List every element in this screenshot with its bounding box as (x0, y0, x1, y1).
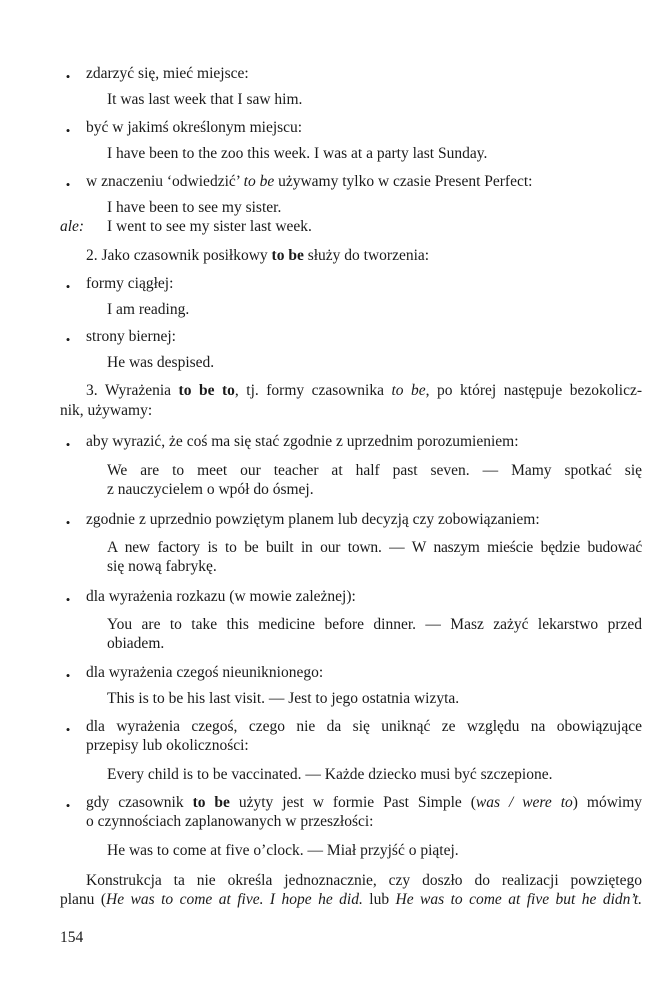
example-sentence: z nauczycielem o wpół do ósmej. (107, 481, 314, 498)
example-sentence: You are to take this medicine before dinner. — Masz zażyć lekarstwo przed (107, 616, 642, 633)
bullet-marker: • (65, 69, 71, 84)
bullet-marker: • (65, 668, 71, 683)
example-sentence: I am reading. (107, 301, 190, 318)
example-sentence: I have been to see my sister. (107, 199, 282, 216)
bullet-text: w znaczeniu ‘odwiedzić’ to be używamy tylko w czasie Present Perfect: (86, 173, 533, 190)
example-sentence: He was to come at five o’clock. — Miał przyjść o piątej. (107, 842, 459, 859)
bullet-marker: • (65, 123, 71, 138)
example-sentence: się nową fabrykę. (107, 558, 217, 575)
bullet-marker: • (65, 332, 71, 347)
example-sentence: We are to meet our teacher at half past seven. — Mamy spotkać się (107, 462, 642, 479)
bullet-text: aby wyrazić, że coś ma się stać zgodnie z uprzednim porozumieniem: (86, 433, 519, 450)
bullet-text: dla wyrażenia rozkazu (w mowie zależnej): (86, 588, 356, 605)
bullet-marker: • (65, 722, 71, 737)
paragraph-text: planu (He was to come at five. I hope he did. lub He was to come at five but he didn’t. (60, 891, 643, 908)
bullet-marker: • (65, 177, 71, 192)
bullet-text: gdy czasownik to be użyty jest w formie Past Simple (was / were to) mówimy (86, 794, 642, 811)
bullet-text: o czynnościach zaplanowanych w przeszłości: (86, 813, 374, 830)
example-sentence: He was despised. (107, 354, 215, 371)
bullet-marker: • (65, 437, 71, 452)
example-sentence: It was last week that I saw him. (107, 91, 303, 108)
example-sentence: A new factory is to be built in our town. — W naszym mieście będzie budować (107, 539, 642, 556)
example-sentence: obiadem. (107, 635, 165, 652)
bullet-text: dla wyrażenia czegoś nieuniknionego: (86, 664, 324, 681)
section-heading: 2. Jako czasownik posiłkowy to be służy do tworzenia: (86, 247, 430, 264)
paragraph-text: Konstrukcja ta nie określa jednoznacznie, czy doszło do realizacji powziętego (86, 872, 642, 889)
example-sentence: Every child is to be vaccinated. — Każde dziecko musi być szczepione. (107, 766, 553, 783)
bullet-marker: • (65, 592, 71, 607)
bullet-marker: • (65, 279, 71, 294)
paragraph-text: nik, używamy: (60, 402, 153, 419)
example-sentence: I have been to the zoo this week. I was at a party last Sunday. (107, 145, 488, 162)
bullet-text: dla wyrażenia czegoś, czego nie da się uniknąć ze względu na obowiązujące (86, 718, 642, 735)
bullet-marker: • (65, 798, 71, 813)
bullet-marker: • (65, 515, 71, 530)
bullet-text: przepisy lub okoliczności: (86, 737, 249, 754)
bullet-text: strony biernej: (86, 328, 176, 345)
section-heading: 3. Wyrażenia to be to, tj. formy czasownika to be, po której następuje bezokolicz- (86, 382, 643, 399)
example-sentence: This is to be his last visit. — Jest to jego ostatnia wizyta. (107, 690, 460, 707)
example-sentence: I went to see my sister last week. (107, 218, 312, 235)
bullet-text: być w jakimś określonym miejscu: (86, 119, 303, 136)
page-number: 154 (60, 929, 84, 946)
contrast-label: ale: (60, 218, 85, 235)
bullet-text: zgodnie z uprzednio powziętym planem lub decyzją czy zobowiązaniem: (86, 511, 540, 528)
bullet-text: zdarzyć się, mieć miejsce: (86, 65, 249, 82)
bullet-text: formy ciągłej: (86, 275, 174, 292)
